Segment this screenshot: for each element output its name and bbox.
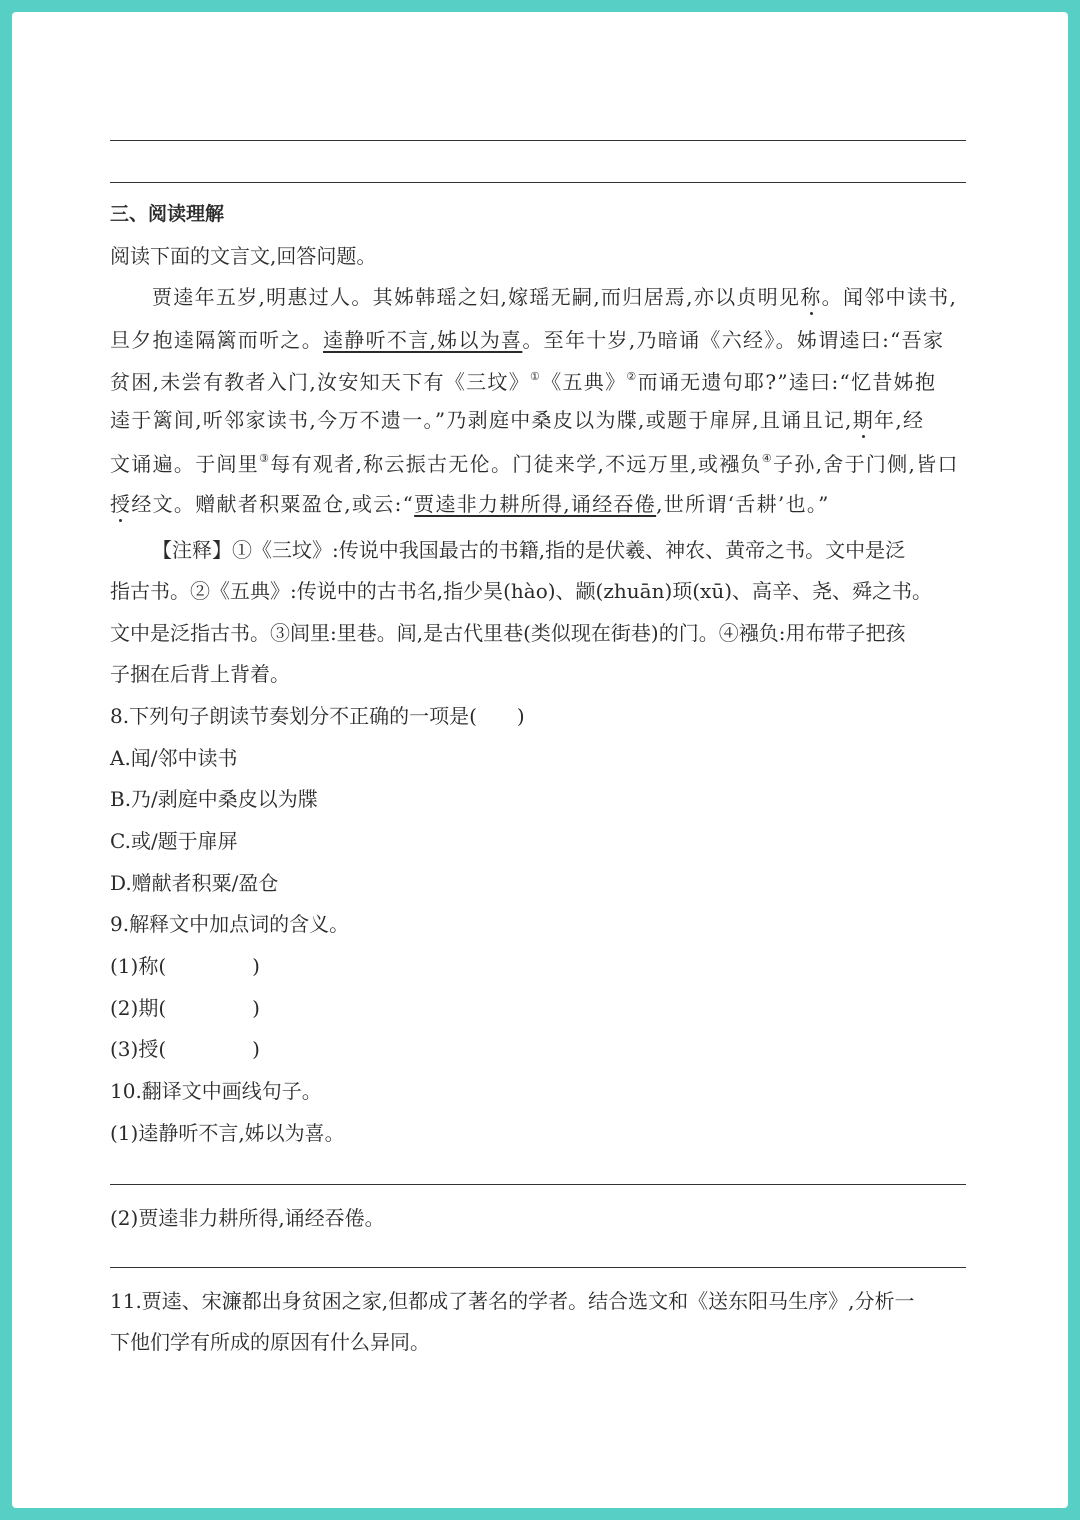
note-marker: ④ [761,452,774,465]
underlined-sentence: 逵静听不言,姊以为喜 [323,328,523,352]
answer-line [110,1184,966,1185]
question-9-item: (2)期( ) [110,996,260,1020]
option-c: C.或/题于扉屏 [110,829,238,853]
dotted-word: 授 [110,492,132,516]
question-11: 11.贾逵、宋濂都出身贫困之家,但都成了著名的学者。结合选文和《送东阳马生序》,分析一 [110,1289,915,1313]
underlined-sentence: 贾逵非力耕所得,诵经吞倦 [414,492,657,516]
note-marker: ② [626,370,638,383]
question-10-part-1: (1)逵静听不言,姊以为喜。 [110,1121,345,1145]
option-a: A.闻/邻中读书 [110,746,238,770]
answer-line [110,140,966,141]
question-9-item: (3)授( ) [110,1037,260,1061]
dotted-word: 称 [800,285,822,309]
note-line: 【注释】①《三坟》:传说中我国最古的书籍,指的是伏羲、神农、黄帝之书。文中是泛 [152,538,906,562]
question-10-part-2: (2)贾逵非力耕所得,诵经吞倦。 [110,1206,385,1230]
option-d: D.赠献者积粟/盈仓 [110,871,279,895]
passage-line: 贫困,未尝有教者入门,汝安知天下有《三坟》①《五典》②而诵无遗句耶?”逵曰:“忆昔姊抱 [110,370,937,394]
option-b: B.乃/剥庭中桑皮以为牒 [110,787,318,811]
passage-line: 文诵遍。于闾里③每有观者,称云振古无伦。门徒来学,不远万里,或襁负④子孙,舍于门侧,皆口 [110,452,959,476]
passage-line: 贾逵年五岁,明惠过人。其姊韩瑶之妇,嫁瑶无嗣,而归居焉,亦以贞明见称。闻邻中读书, [152,285,958,309]
answer-line [110,182,966,183]
note-marker: ① [530,370,542,383]
question-9: 9.解释文中加点词的含义。 [110,912,350,936]
note-line: 子捆在后背上背着。 [110,662,290,686]
dotted-word: 期 [852,408,875,432]
question-8: 8.下列句子朗读节奏划分不正确的一项是( ) [110,704,525,728]
note-marker: ③ [259,452,271,465]
worksheet-page [12,12,1068,1508]
question-10: 10.翻译文中画线句子。 [110,1079,322,1103]
note-line: 指古书。②《五典》:传说中的古书名,指少昊(hào)、颛(zhuān)顼(xū)、高辛、尧、舜之书。 [110,579,933,603]
section-instruction: 阅读下面的文言文,回答问题。 [110,244,377,268]
passage-line: 逵于篱间,听邻家读书,今万不遗一。”乃剥庭中桑皮以为牒,或题于扉屏,且诵且记,期年,经 [110,408,925,432]
passage-line: 授经文。赠献者积粟盈仓,或云:“贾逵非力耕所得,诵经吞倦,世所谓‘舌耕’也。” [110,492,830,516]
section-title: 三、阅读理解 [110,203,225,225]
passage-line: 旦夕抱逵隔篱而听之。逵静听不言,姊以为喜。至年十岁,乃暗诵《六经》。姊谓逵曰:“吾家 [110,328,945,352]
question-11-continued: 下他们学有所成的原因有什么异同。 [110,1330,430,1354]
question-9-item: (1)称( ) [110,954,260,978]
note-line: 文中是泛指古书。③闾里:里巷。闾,是古代里巷(类似现在街巷)的门。④襁负:用布带子把孩 [110,621,906,645]
answer-line [110,1267,966,1268]
